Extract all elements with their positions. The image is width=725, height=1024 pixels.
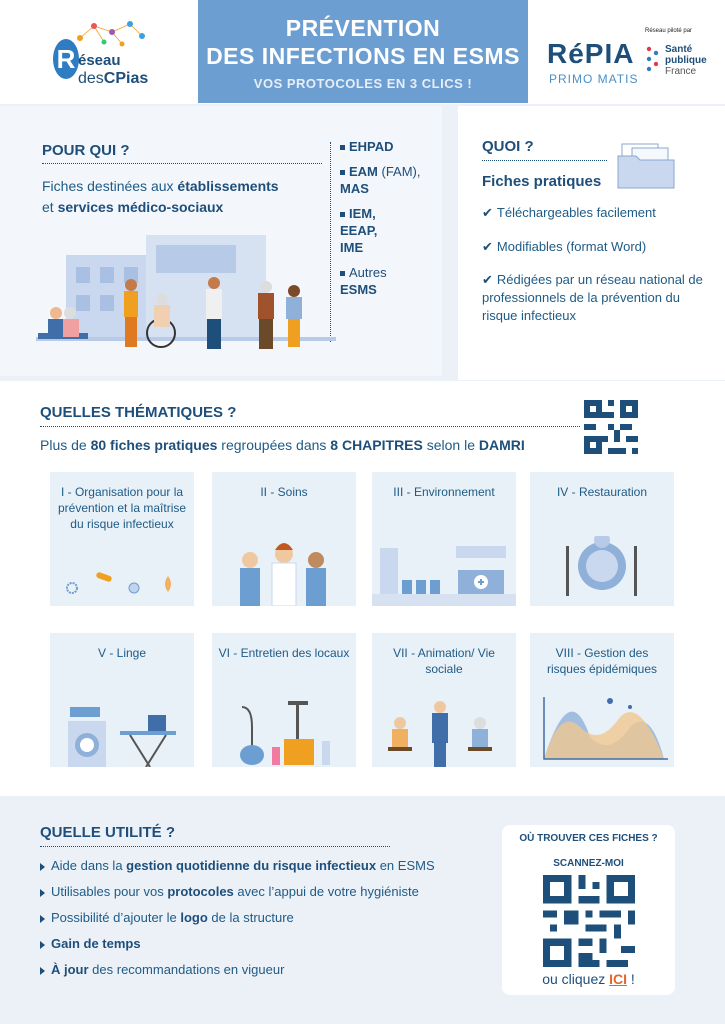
sp-line3: France [665, 66, 697, 77]
svg-text:R: R [56, 44, 76, 74]
arrow-icon [40, 941, 45, 949]
chapter-label: V - Linge [97, 646, 147, 660]
network-dots-icon [72, 18, 152, 48]
caregivers-icon [212, 536, 356, 606]
thematiques-title: QUELLES THÉMATIQUES ? [40, 404, 237, 421]
arrow-icon [40, 967, 45, 975]
chapter-label: VIII - Gestion des risques épidémiques [546, 646, 658, 676]
utilite-item: Possibilité d’ajouter le logo de la structure [40, 910, 294, 925]
list-item: EAM (FAM), MAS [340, 164, 421, 196]
laundry-icon [50, 697, 194, 767]
chapter-card-7[interactable] [372, 633, 516, 767]
chapter-label: II - Soins [260, 485, 308, 499]
check-icon: ✔ [482, 272, 493, 287]
divider [40, 846, 390, 847]
chapter-label: VII - Animation/ Vie sociale [393, 646, 495, 676]
logo-text-line2 [78, 70, 148, 88]
sp-line1: Santé [665, 44, 693, 55]
check-icon: ✔ [482, 205, 493, 220]
arrow-icon [40, 915, 45, 923]
pour-qui-title: POUR QUI ? [42, 142, 130, 159]
repia-sub: PRIMO MATIS [549, 72, 639, 86]
sp-line2: publique [665, 55, 707, 66]
pq-b: établissements [177, 178, 279, 194]
divider [42, 163, 322, 164]
reseau-cpias-logo [46, 18, 156, 90]
care-facility-illustration [36, 225, 336, 370]
title-line3: VOS PROTOCOLES EN 3 CLICS ! [253, 76, 473, 91]
divider [40, 426, 580, 427]
arrow-icon [40, 889, 45, 897]
list-item: IEM, EEAP, IME [340, 206, 378, 255]
check-icon: ✔ [482, 239, 493, 254]
chapter-card-1[interactable] [50, 472, 194, 606]
chapter-label: I - Organisation pour la prévention et la maîtrise du risque infectieux [57, 485, 187, 531]
chapter-card-4[interactable] [530, 472, 674, 606]
ici-link[interactable]: ICI [609, 971, 628, 987]
title-banner [198, 0, 528, 103]
qr-code-small[interactable] [584, 400, 638, 454]
arrow-icon [40, 863, 45, 871]
repia-name: RéPIA [547, 38, 635, 69]
pilot-label: Réseau piloté par [645, 28, 693, 34]
check-item: ✔ Rédigées par un réseau national de professionnels de la prévention du risque infectieux [482, 272, 703, 323]
utilite-item: À jour des recommandations en vigueur [40, 962, 284, 977]
side-legal-text [712, 380, 720, 660]
utilite-title: QUELLE UTILITÉ ? [40, 824, 175, 841]
qr-box [502, 825, 675, 995]
cleaning-icon [212, 697, 356, 767]
r-logo-icon [52, 38, 80, 80]
title-line1: PRÉVENTION [285, 15, 441, 41]
scan-label: SCANNEZ-MOI [553, 858, 624, 869]
pq-d: services médico-sociaux [57, 199, 224, 215]
chapter-card-6[interactable] [212, 633, 356, 767]
chapter-card-8[interactable] [530, 633, 674, 767]
check-item: ✔ Modifiables (format Word) [482, 239, 647, 254]
activity-icon [372, 697, 516, 767]
utilite-item: Aide dans la gestion quotidienne du risque infectieux en ESMS [40, 858, 435, 873]
qr-code-large[interactable] [543, 875, 635, 967]
quoi-title: QUOI ? [482, 138, 534, 155]
utilite-item: Gain de temps [40, 936, 141, 951]
check-item: ✔ Téléchargeables facilement [482, 205, 656, 220]
chapter-card-3[interactable] [372, 472, 516, 606]
list-item: EHPAD [340, 138, 440, 155]
pour-qui-text [42, 176, 322, 218]
logo-text-line1: éseau [78, 52, 121, 69]
plate-icon [530, 536, 674, 606]
chapter-label: III - Environnement [393, 485, 495, 499]
pq-a: Fiches destinées aux [42, 178, 178, 194]
click-here-text: ou cliquez ICI ! [542, 971, 635, 987]
pq-c: et [42, 199, 58, 215]
sante-publique-dots-icon [645, 44, 661, 74]
waiting-room-icon [372, 536, 516, 606]
where-label: OÙ TROUVER CES FICHES ? [519, 833, 658, 844]
folder-icon [616, 142, 676, 190]
divider [482, 160, 607, 161]
thematiques-text: Plus de 80 fiches pratiques regroupées dans 8 CHAPITRES selon le DAMRI [40, 437, 525, 453]
logo-des: des [78, 70, 104, 87]
germs-icon [50, 566, 194, 606]
sante-publique-text [665, 44, 707, 77]
chapter-label: IV - Restauration [556, 485, 648, 499]
epidemic-curve-icon [530, 687, 674, 767]
logo-cpias: CPias [103, 70, 149, 87]
quoi-subtitle: Fiches pratiques [482, 173, 602, 190]
utilite-item: Utilisables pour vos protocoles avec l’appui de votre hygiéniste [40, 884, 419, 899]
title-line2: DES INFECTIONS EN ESMS [206, 43, 520, 69]
chapter-label: VI - Entretien des locaux [218, 646, 350, 660]
chapter-card-2[interactable] [212, 472, 356, 606]
chapter-card-5[interactable] [50, 633, 194, 767]
list-item: Autres ESMS [340, 265, 387, 297]
repia-logo [545, 24, 720, 94]
establishment-list [340, 138, 440, 306]
header [0, 0, 725, 104]
